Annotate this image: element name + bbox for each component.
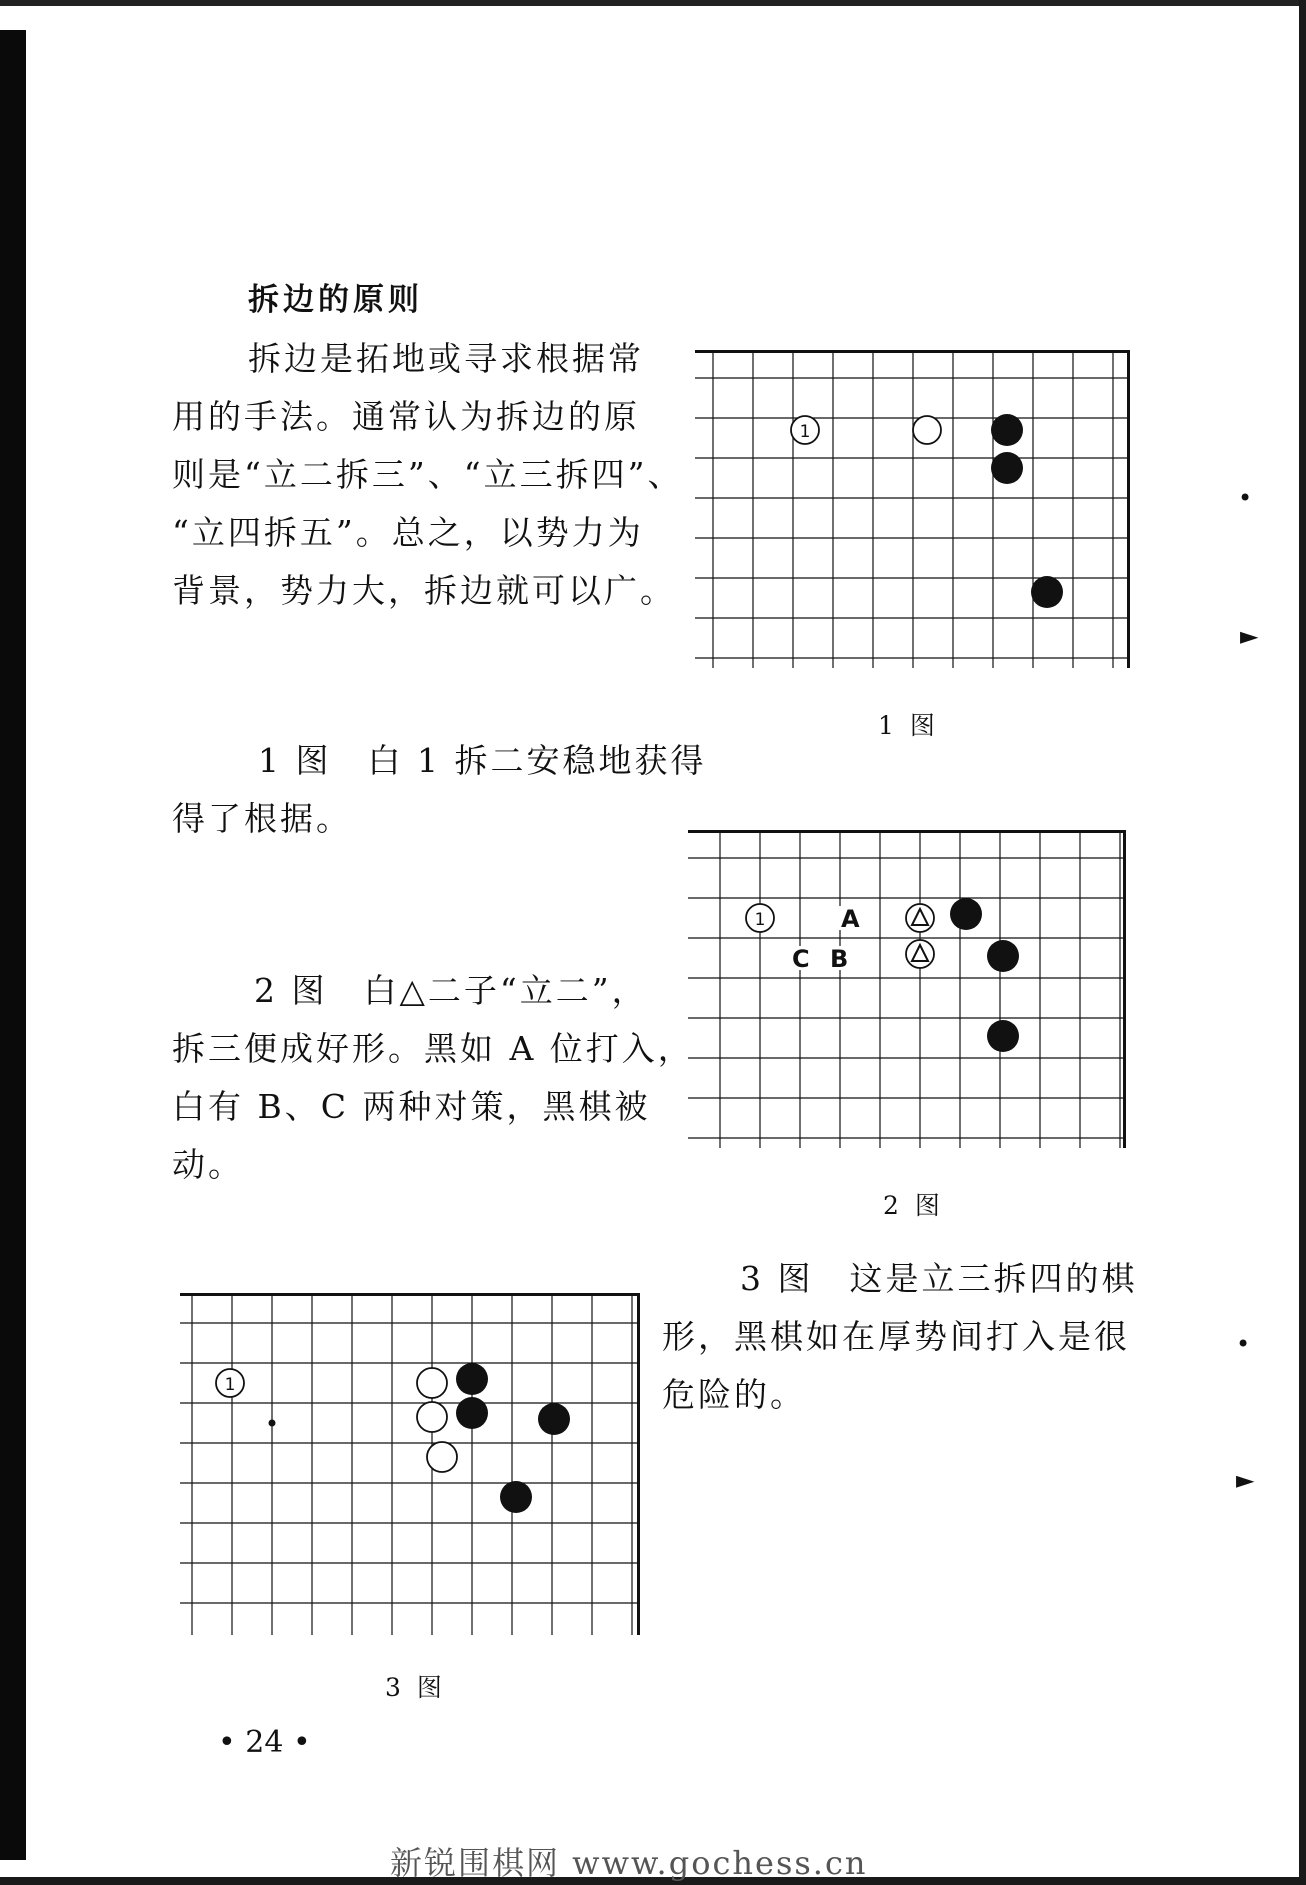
- white-stone: [417, 1402, 447, 1432]
- black-stone: [456, 1363, 488, 1395]
- intro-line: “立四拆五”。总之，以势力为: [172, 513, 644, 552]
- black-stone: [987, 940, 1019, 972]
- figure-text-line: 动。: [172, 1145, 244, 1184]
- figure-text-line: 3 图 这是立三拆四的棋: [740, 1259, 1138, 1298]
- black-stone: [538, 1403, 570, 1435]
- black-stone: [991, 452, 1023, 484]
- black-stone: [500, 1481, 532, 1513]
- scan-speck: ►: [1236, 1466, 1255, 1494]
- board-grid: [688, 830, 1126, 1148]
- board-grid: [695, 350, 1130, 668]
- go-diagram-figure-2: [688, 830, 1126, 1148]
- figure-text-line: 危险的。: [662, 1375, 806, 1414]
- black-stone: [987, 1020, 1019, 1052]
- watermark-footer: 新锐围棋网 www.gochess.cn: [390, 1844, 868, 1882]
- scan-border-top: [0, 0, 1306, 6]
- scan-speck: •: [1236, 1330, 1251, 1358]
- marker-label-a: A: [841, 905, 860, 933]
- white-stone: [427, 1442, 457, 1472]
- figure-text-line: 得了根据。: [172, 799, 352, 838]
- go-diagram-figure-1: [695, 350, 1130, 668]
- scan-speck: ►: [1240, 622, 1259, 650]
- figure-text-line: 2 图 白△二子“立二”，: [254, 971, 648, 1010]
- stone-move-number: 1: [799, 422, 811, 442]
- black-stone: [991, 414, 1023, 446]
- intro-line: 拆边是拓地或寻求根据常: [248, 339, 644, 378]
- stone-move-number: 1: [224, 1375, 236, 1395]
- black-stone: [456, 1397, 488, 1429]
- figure-2-caption: 2 图: [883, 1191, 944, 1220]
- page-number: • 24 •: [218, 1725, 311, 1760]
- intro-line: 用的手法。通常认为拆边的原: [172, 397, 640, 436]
- figure-text-line: 拆三便成好形。黑如 A 位打入，: [172, 1029, 694, 1068]
- scan-binding-edge: [0, 30, 26, 1860]
- figure-text-line: 白有 B、C 两种对策，黑棋被: [172, 1087, 651, 1126]
- board-grid: [180, 1293, 640, 1635]
- section-title: 拆边的原则: [248, 282, 423, 318]
- white-stone: [417, 1368, 447, 1398]
- intro-line: 则是“立二拆三”、“立三拆四”、: [172, 455, 684, 494]
- figure-3-caption: 3 图: [385, 1673, 446, 1702]
- intro-line: 背景，势力大，拆边就可以广。: [172, 571, 676, 610]
- figure-text-line: 形，黑棋如在厚势间打入是很: [662, 1317, 1130, 1356]
- marker-label-c: C: [792, 945, 810, 973]
- marker-label-b: B: [830, 945, 849, 973]
- black-stone: [950, 898, 982, 930]
- black-stone: [1031, 576, 1063, 608]
- white-stone: [913, 416, 941, 444]
- scan-speck: •: [1238, 484, 1253, 512]
- go-diagram-figure-3: [180, 1293, 640, 1635]
- figure-1-caption: 1 图: [878, 711, 939, 740]
- star-point: [269, 1420, 276, 1427]
- scan-border-right: [1299, 0, 1306, 1885]
- stone-move-number: 1: [754, 910, 766, 930]
- figure-text-line: 1 图 白 1 拆二安稳地获得: [258, 741, 707, 780]
